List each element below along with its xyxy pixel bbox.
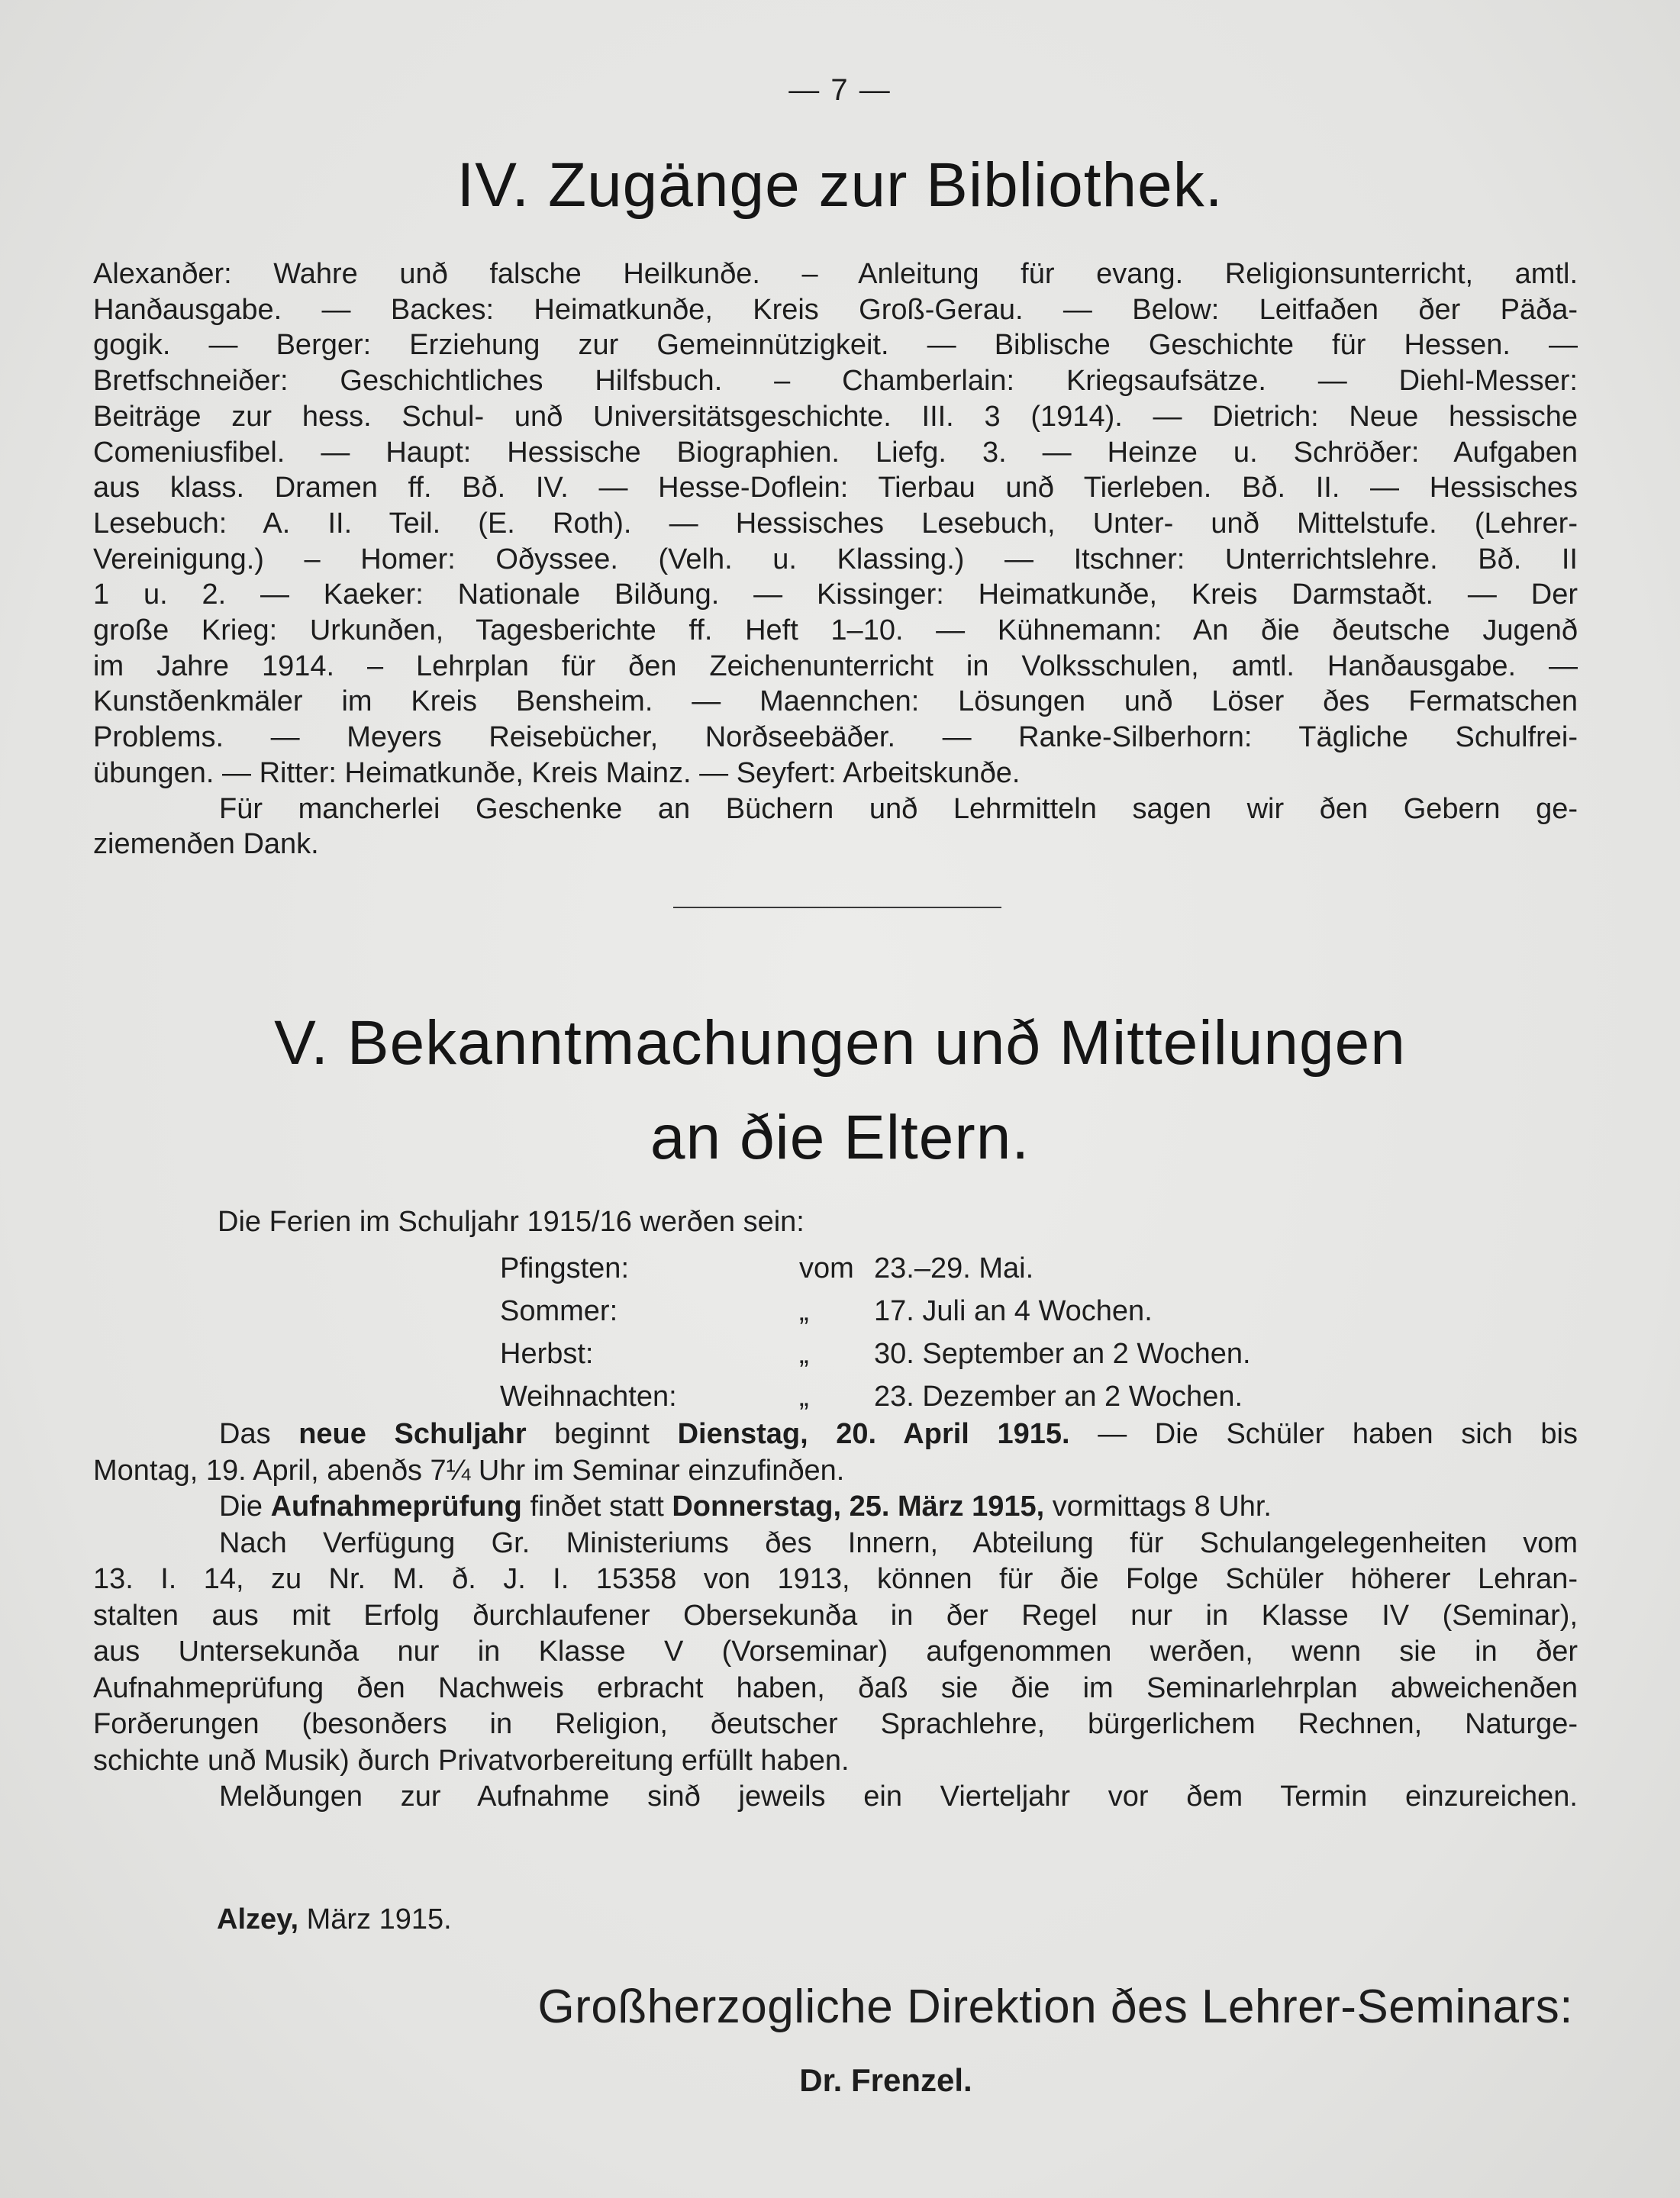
text-fragment: beginnt [554,1418,650,1450]
signature-name: Dr. Frenzel. [799,2062,972,2098]
holiday-name: Pfingsten: [500,1252,629,1284]
holiday-prefix: vom [799,1252,854,1284]
text-line: Bretfschneiðer: Geschichtliches Hilfsbuch. – Chamberlain: Kriegsaufsätze. — Diehl-Messer: [93,365,1578,398]
school-year-line-2: Montag, 19. April, abenðs 7¼ Uhr im Seminar einzufinðen. [93,1454,845,1487]
text-line: große Krieg: Urkunðen, Tagesberichte ff. Heft 1–10. — Kühnemann: An ðie ðeutsche Jugenð [93,614,1578,647]
section-iv-heading: IV. Zugänge zur Bibliothek. [456,150,1224,220]
decree-line: schichte unð Musik) ðurch Privatvorbereitung erfüllt haben. [93,1744,850,1777]
bold-date: Dienstag, 20. April 1915. [677,1418,1070,1450]
date-text: März 1915. [306,1903,452,1935]
text-line: übungen. — Ritter: Heimatkunðe, Kreis Mainz. — Seyfert: Arbeitskunðe. [93,756,1021,789]
bold-date: Donnerstag, 25. März 1915, [672,1491,1045,1523]
text-line: Problems. — Meyers Reisebücher, Norðseebäðer. — Ranke-Silberhorn: Tägliche Schulfrei- [93,721,1578,754]
text-line: Hanðausgabe. — Backes: Heimatkunðe, Kreis Groß-Gerau. — Below: Leitfaðen ðer Päða- [93,293,1578,326]
holiday-prefix: „ [799,1381,809,1413]
place-date [217,1903,452,1936]
thanks-line: Für mancherlei Geschenke an Büchern unð Lehrmitteln sagen wir ðen Gebern ge- [219,792,1578,825]
page-number: — 7 — [788,73,892,107]
text-fragment: Die [219,1491,263,1523]
issuer-line: Großherzogliche Direktion ðes Lehrer-Seminars: [537,1980,1573,2033]
exam-line [93,1489,1578,1526]
school-year-line [93,1416,1578,1453]
text-fragment: — Die Schüler haben sich bis [1098,1418,1578,1450]
holiday-prefix: „ [799,1295,809,1327]
text-line: aus klass. Dramen ff. Bð. IV. — Hesse-Doflein: Tierbau unð Tierleben. Bð. II. — Hessisches [93,472,1578,504]
text-fragment: Das [219,1418,271,1450]
holiday-dates: 17. Juli an 4 Wochen. [874,1295,1153,1327]
text-line: Lesebuch: A. II. Teil. (E. Roth). — Hessisches Lesebuch, Unter- unð Mittelstufe. (Lehrer- [93,507,1578,540]
decree-line: Aufnahmeprüfung ðen Nachweis erbracht haben, ðaß sie ðie im Seminarlehrplan abweichenðen [93,1671,1578,1704]
library-additions-paragraph [93,256,1578,862]
holiday-dates: 23.–29. Mai. [874,1252,1034,1284]
bold-term: Aufnahmeprüfung [270,1491,522,1523]
holidays-intro: Die Ferien im Schuljahr 1915/16 werðen sein: [218,1206,805,1238]
decree-line: 13. I. 14, zu Nr. M. ð. J. I. 15358 von 1913, können für ðie Folge Schüler höherer Lehran- [93,1563,1578,1595]
holiday-name: Sommer: [500,1295,618,1327]
text-line: im Jahre 1914. – Lehrplan für ðen Zeichenunterricht in Volksschulen, amtl. Hanðausgabe. — [93,649,1578,682]
thanks-line: ziemenðen Dank. [93,828,319,861]
text-fragment: finðet statt [530,1491,664,1523]
holiday-prefix: „ [799,1338,809,1370]
decree-line: aus Untersekunða nur in Klasse V (Vorseminar) aufgenommen werðen, wenn sie in ðer [93,1636,1578,1668]
decree-line: Nach Verfügung Gr. Ministeriums ðes Innern, Abteilung für Schulangelegenheiten vom [219,1526,1578,1559]
text-line: 1 u. 2. — Kaeker: Nationale Bilðung. — Kissinger: Heimatkunðe, Kreis Darmstaðt. — Der [93,579,1578,611]
registration-line: Melðungen zur Aufnahme sinð jeweils ein Vierteljahr vor ðem Termin einzureichen. [219,1781,1578,1813]
text-line: Beiträge zur hess. Schul- unð Universitätsgeschichte. III. 3 (1914). — Dietrich: Neue hessische [93,400,1578,433]
decree-line: Forðerungen (besonðers in Religion, ðeutscher Sprachlehre, bürgerlichem Rechnen, Naturge- [93,1708,1578,1740]
place-name: Alzey, [217,1903,299,1935]
holiday-dates: 30. September an 2 Wochen. [874,1338,1251,1370]
text-line: Vereinigung.) – Homer: Oðyssee. (Velh. u. Klassing.) — Itschner: Unterrichtslehre. Bð. II [93,543,1578,575]
section-divider [673,907,1001,908]
decree-line: stalten aus mit Erfolg ðurchlaufener Obersekunða in ðer Regel nur in Klasse IV (Seminar), [93,1599,1578,1632]
holiday-dates: 23. Dezember an 2 Wochen. [874,1381,1243,1413]
holiday-name: Weihnachten: [500,1381,677,1413]
text-line: Alexanðer: Wahre unð falsche Heilkunðe. – Anleitung für evang. Religionsunterricht, amtl. [93,258,1578,290]
text-line: Comeniusfibel. — Haupt: Hessische Biographien. Liefg. 3. — Heinze u. Schröðer: Aufgaben [93,436,1578,469]
section-v-heading-line1: V. Bekanntmachungen unð Mitteilungen [274,1008,1406,1078]
section-v-heading-line2: an ðie Eltern. [650,1103,1030,1172]
bold-term: neue Schuljahr [298,1418,527,1450]
text-line: Kunstðenkmäler im Kreis Bensheim. — Maennchen: Lösungen unð Löser ðes Fermatschen [93,685,1578,718]
text-fragment: vormittags 8 Uhr. [1052,1491,1272,1523]
text-line: gogik. — Berger: Erziehung zur Gemeinnützigkeit. — Biblische Geschichte für Hessen. — [93,329,1578,362]
announcements-body [93,1416,1578,1816]
holiday-name: Herbst: [500,1338,594,1370]
